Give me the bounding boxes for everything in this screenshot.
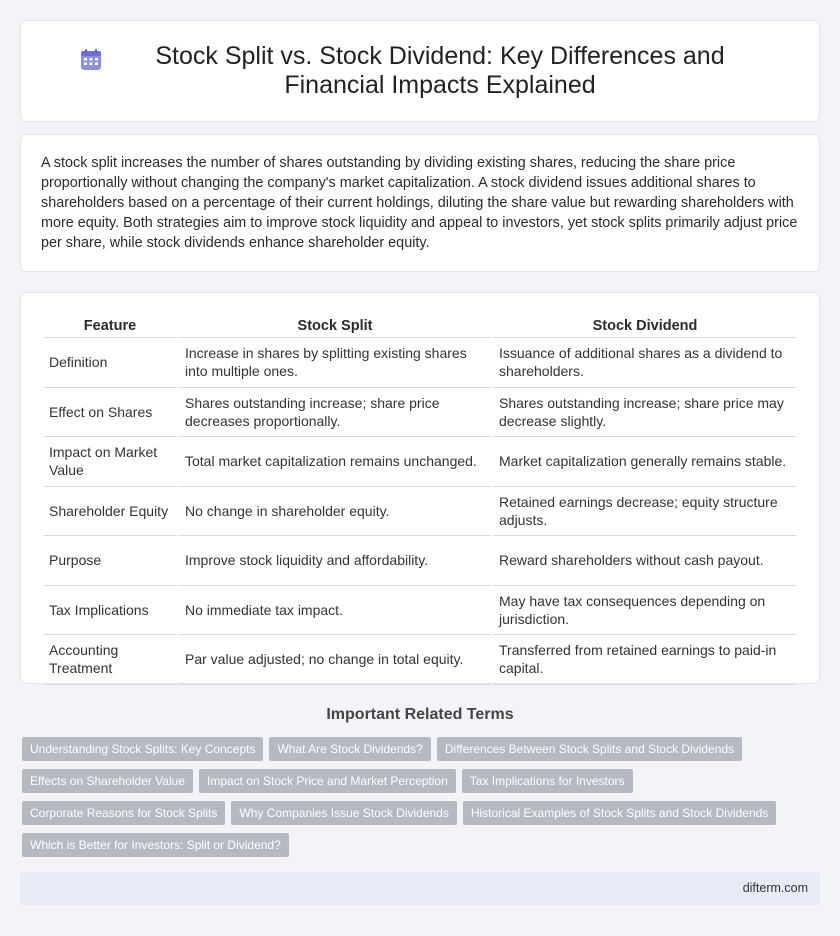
related-terms-list <box>22 737 822 865</box>
table-row <box>43 437 797 487</box>
column-header-stock-dividend: Stock Dividend <box>493 315 797 338</box>
feature-cell: Effect on Shares <box>43 388 177 438</box>
intro-paragraph: A stock split increases the number of shares outstanding by dividing existing shares, reducing the share price proportionally without changing the company's market capitalization. A stock dividend issues additional shares to shareholders based on a percentage of their current holdings, diluting the share value but rewarding shareholders with more equity. Both strategies aim to improve stock liquidity and appeal to investors, yet stock splits primarily adjust price per share, while stock dividends enhance shareholder equity. <box>41 155 798 251</box>
stock-dividend-cell: Issuance of additional shares as a dividend to shareholders. <box>493 338 797 388</box>
stock-dividend-cell: Market capitalization generally remains stable. <box>493 437 797 487</box>
related-terms-row <box>22 801 822 825</box>
comparison-table <box>41 315 799 685</box>
header-card <box>20 20 820 122</box>
stock-dividend-cell: Retained earnings decrease; equity structure adjusts. <box>493 487 797 537</box>
related-term-link[interactable]: Tax Implications for Investors <box>462 769 633 793</box>
related-term-link[interactable]: Historical Examples of Stock Splits and Stock Dividends <box>463 801 776 825</box>
related-term-link[interactable]: Understanding Stock Splits: Key Concepts <box>22 737 263 761</box>
stock-dividend-cell: May have tax consequences depending on jurisdiction. <box>493 586 797 636</box>
feature-cell: Definition <box>43 338 177 388</box>
table-row <box>43 635 797 685</box>
related-terms-heading: Important Related Terms <box>326 706 514 723</box>
table-row <box>43 388 797 438</box>
related-terms-row <box>22 769 822 793</box>
page-title: Stock Split vs. Stock Dividend: Key Differences and Financial Impacts Explained <box>155 42 725 99</box>
related-term-link[interactable]: Impact on Stock Price and Market Perception <box>199 769 456 793</box>
related-terms-row <box>22 737 822 761</box>
related-term-link[interactable]: Why Companies Issue Stock Dividends <box>231 801 456 825</box>
comparison-table-card <box>20 292 820 684</box>
related-term-link[interactable]: Which is Better for Investors: Split or Dividend? <box>22 833 289 857</box>
related-term-link[interactable]: Effects on Shareholder Value <box>22 769 193 793</box>
stock-dividend-cell: Reward shareholders without cash payout. <box>493 536 797 586</box>
table-row <box>43 487 797 537</box>
feature-cell: Purpose <box>43 536 177 586</box>
stock-split-cell: Par value adjusted; no change in total equity. <box>179 635 491 685</box>
stock-split-cell: No change in shareholder equity. <box>179 487 491 537</box>
table-header-row <box>43 315 797 338</box>
footer <box>20 872 820 905</box>
related-term-link[interactable]: Differences Between Stock Splits and Stock Dividends <box>437 737 742 761</box>
related-terms-row <box>22 833 822 857</box>
stock-dividend-cell: Transferred from retained earnings to paid-in capital. <box>493 635 797 685</box>
intro-card <box>20 134 820 272</box>
stock-split-cell: Shares outstanding increase; share price decreases proportionally. <box>179 388 491 438</box>
related-term-link[interactable]: Corporate Reasons for Stock Splits <box>22 801 225 825</box>
table-row <box>43 338 797 388</box>
feature-cell: Shareholder Equity <box>43 487 177 537</box>
table-row <box>43 536 797 586</box>
related-term-link[interactable]: What Are Stock Dividends? <box>269 737 430 761</box>
column-header-stock-split: Stock Split <box>179 315 491 338</box>
column-header-feature: Feature <box>43 315 177 338</box>
stock-split-cell: No immediate tax impact. <box>179 586 491 636</box>
feature-cell: Impact on Market Value <box>43 437 177 487</box>
table-row <box>43 586 797 636</box>
stock-split-cell: Increase in shares by splitting existing shares into multiple ones. <box>179 338 491 388</box>
footer-site-link[interactable]: difterm.com <box>742 881 808 895</box>
stock-split-cell: Total market capitalization remains unchanged. <box>179 437 491 487</box>
feature-cell: Tax Implications <box>43 586 177 636</box>
stock-dividend-cell: Shares outstanding increase; share price may decrease slightly. <box>493 388 797 438</box>
feature-cell: Accounting Treatment <box>43 635 177 685</box>
stock-split-cell: Improve stock liquidity and affordability. <box>179 536 491 586</box>
